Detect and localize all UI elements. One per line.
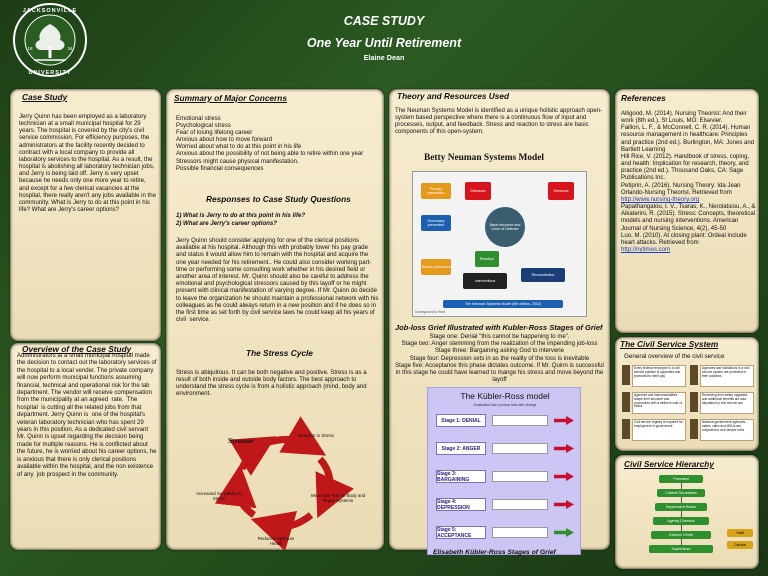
kr-stage-3: Stage 3: BARGAINING [436,470,486,483]
civil-service-cell: National government agencies, states, cities and MSUs are subjected to civil service rules [700,419,754,441]
theory-text: The Neuman Systems Model is identified as a unique holistic approach open-system based perspective where there is a continuous flow of input and processes, output, and feedback. Stress and reaction to stress are basic components of this open-system. [395,108,603,136]
civil-service-cell: Every federal employee in a civil service position is appointed and promoted to merit pay [632,365,686,387]
references-panel [615,89,759,333]
kr-stage-description [492,527,548,538]
svg-text:UNIVERSITY: UNIVERSITY [28,70,72,76]
civil-service-cell: Civil service registry is required for employment in government [632,419,686,441]
stress-arrow-3 [271,515,311,527]
grief-stage-line: Stage five: Acceptance this phase dictates outcome. If Mr. Quinn is successful in this stage he could have learned to mange his stress and move beyond the layoff [395,362,604,384]
responses-heading: Responses to Case Study Questions [206,194,351,204]
concerns-heading: Summary of Major Concerns [174,93,287,103]
reference-6: Luo, M. (2010). At closing plant: Ordeal include heart attacks. Retrieved from [621,232,747,246]
hierarchy-level: Agency Directors [653,517,709,525]
kr-subtitle: Understand how a person feels after change [473,403,537,407]
reference-4: Petiprin, A. (2016). Nursing Theory: Ida Jean Orlando-Nursing Theorist. Retrieved from [621,182,741,196]
kr-arrow-icon [554,472,574,481]
civil-service-heading: The Civil Service System [620,339,719,349]
hierarchy-level: President [659,475,703,483]
kr-stage-description [492,499,548,510]
overview-panel [10,343,161,550]
neuman-primary-prevention: Primary prevention [421,183,451,199]
neuman-stressors-1: Stressors [465,182,491,200]
grief-stage-line: Stage one: Denial "this cannot be happening to me". [429,334,570,340]
hierarchy-level: Cabinet Secretaries [657,489,705,497]
neuman-secondary-prevention: Secondary prevention [421,215,451,231]
kr-arrow-icon [554,444,574,453]
civil-service-icon [622,392,630,412]
neuman-reconstitution: Reconstitution [521,268,565,282]
neuman-core: Basic structure and Lines of Defense [485,207,525,247]
neuman-footer: Underground to Hear [415,310,445,314]
kr-stage-1: Stage 1: DENIAL [436,414,486,427]
neuman-caption: The Neuman Systems Model (6th edition, 2002) [443,300,563,308]
kr-arrow-icon [554,500,574,509]
svg-text:JACKSONVILLE: JACKSONVILLE [22,8,78,14]
neuman-reaction: Reaction [475,251,499,267]
civil-service-panel [615,337,759,451]
neuman-interventions: Interventions [463,273,507,289]
kr-arrow-icon [554,416,574,425]
concern-item: Psychological stress [176,123,231,130]
reference-2: Faillon, L. F., & McConnell, C. R. (2014). Human resource management in healthcare: Principles and practice (2nd ed.). Burlington, MA: Jones and Bartlett Learning [621,125,755,153]
overview-heading: Overview of the Case Study [22,344,132,354]
poster-subtitle: One Year Until Retirement [306,36,462,50]
kr-stage-description [492,471,548,482]
overview-text: Administrators at a small municipal hospital made the decision to contact out the laboratory services of the hospital to a local vender. The private company will now perform municipal functions assuming financial, technical and operational risk for the lab department. The vendor will receive compensation from the municipality at an agreed rate. The hospital is cutting all the related jobs from that department. Jerry Quinn is one of the hospital's veteran laboratory technician who has spent 29 years in this position. As a dedicated civil servant Mr. Quinn is upset regarding the decision being made for multiple reasons. He is conflicted about the future, he is worried about his career options, he is anxious that there is only clerical positions available within the hospital, and the non existence of any job prospect in the community. [17,353,159,478]
grief-heading: Job-loss Grief Illustrated with Kubler-Ross Stages of Grief [395,323,603,332]
neuman-diagram [412,171,587,317]
question-2: 2) What are Jerry's career options? [176,221,277,227]
concern-item: Possible financial consequences [176,165,264,172]
stress-label-reduced-health: Reduced Optimum Health [257,536,295,547]
grief-stage-line: Stage three: Bargaining asking God to intervene [434,348,565,355]
stress-cycle-text: Stress is abiquitous. It can be both negative and positive. Stress is as a result of both inside and outside body factors. The best approach to understand the stress cycle is from a holistic approach (mind, body and environment. [176,370,369,398]
question-1: 1) What is Jerry to do at this point in his life? [176,213,306,219]
hierarchy-level: Division Chiefs [651,531,711,539]
kr-stage-2: Stage 2: ANGER [436,442,486,455]
hierarchy-panel [615,455,759,569]
hierarchy-level: Supervisors [649,545,713,553]
civil-service-icon [690,419,698,439]
civil-service-cell: Agencies and institutions in a civil service system are protected in their positions [700,365,754,387]
civil-service-icon [690,392,698,412]
references-list [621,111,757,254]
hierarchy-heading: Civil Service Hierarchy [624,459,714,469]
kr-stage-description [492,443,548,454]
reference-link-1[interactable]: http://www.nursing-theory.org [621,196,700,203]
grief-stage-line: Stage two: Anger stemming from the realization of the impending job-loss [401,341,598,348]
references-heading: References [621,93,666,103]
svg-text:34: 34 [67,46,73,51]
stress-arrow-5 [242,447,258,469]
stress-label-wear: Wear and Tear on Body and Organ Systems [310,493,366,504]
svg-text:18: 18 [27,46,33,51]
concern-item: Stressors might cause physical manifestation. [176,158,299,165]
case-study-heading: Case Study [22,92,68,102]
kr-title: The Kübler-Ross model [460,391,550,401]
concern-item: Worried about what to do at this point in his life [176,144,302,151]
stress-cycle-heading: The Stress Cycle [246,348,313,358]
kr-stage-5: Stage 5: ACCEPTANCE [436,526,486,539]
concern-item: Anxious about how to move forward [176,137,273,144]
responses-text: Jerry Quinn should consider applying for one of the clerical positions available at his hospital. Although this with probably lower his pay grade and status it would allow him to remain with the hospital and acquire the one year needed for his retirement.. He could also consider working part-time or performing some consulting work whether in his desired field or another area of interest. Mr. Quinn should also be careful to address the emotional and psychological stressors caused by this layoff or he might present with clinical manifestation of varying degree. If Mr. Quinn do decide to leave the organization he should maintain a professional network with his colleagues as he could always return in a new position and if he does so in the first time as set forth by civil service laws he could keep all his years of civil service. [176,238,381,324]
stress-label-sensitivity: Increased Sensitivity to Stress [196,491,242,502]
kubler-ross-model [427,387,581,555]
stress-label-stressor: Stressor [228,436,255,445]
civil-service-icon [690,365,698,385]
hierarchy-level: Department Heads [655,503,707,511]
neuman-stressors-2: Stressors [548,182,574,200]
concern-item: Anxious about the possibility of not being able to retire within one year [176,151,364,158]
civil-service-cell: Agencies and instrumentalities shape their structure and procedures with a defined code of ethics [632,392,686,414]
grief-stage-list [393,334,606,384]
case-study-text: Jerry Quinn has been employed as a laboratory technician at a small municipal hospital for 29 years. The hospital is covered by the city's civil service commission. For efficiency purposes, the administrators at the facility recently decided to contract with a local company to provide all laboratory services to the hospital. As a result, the hospital is abolishing all laboratory technician jobs, and Jerry is being laid off. Jerry is very upset because he needs only one more year to retire, and except for a few clerical vacancies at the hospital, there really aren't any jobs available in the community. What is Jerry to do at this point in his life? What are Jerry's career options? [19,114,158,214]
case-study-panel [10,89,161,341]
hierarchy-side-box: Clerical [727,541,753,549]
stress-label-reaction: Reaction to Stress [298,433,334,438]
neuman-title: Betty Neuman Systems Model [424,153,545,163]
reference-link-2[interactable]: http://nytimes.com [621,246,671,253]
header [0,0,768,80]
kr-caption: Elisabeth Kübler-Ross Stages of Grief [433,549,556,556]
civil-service-grid [622,365,754,449]
civil-service-icon [622,365,630,385]
reference-3: Hill Rice, V. (2012). Handbook of stress, coping, and health: Implication for research, theory, and practice (2nd ed.). Thousand Oaks, CA: Sage Publications Inc. [621,153,750,182]
stress-arrow-1 [266,439,308,445]
civil-service-icon [622,419,630,439]
stress-cycle-diagram [166,411,384,550]
kr-stage-description [492,415,548,426]
reference-1: Alligood, M. (2014). Nursing Theorist: And their work (8th ed.). St Louis, MO: Elsevier. [621,111,747,125]
reference-5: Papathangalou, I. V., Tsaras, K., Nerolatsiou, A., & Aikaterini, R. (2015). Stress: Concepts, theoretical models and nursing interventions. American Journal of Nursing Science, 4(2), 45-50 [621,204,756,232]
neuman-tertiary-prevention: Tertiary prevention [421,259,451,275]
theory-panel [389,89,610,556]
civil-service-cell: Reviewing their salary upgrades and additional benefits are also stipulated by civil service law [700,392,754,414]
kr-arrow-icon [554,528,574,537]
hierarchy-side-box: Staff [727,529,753,537]
poster-title: CASE STUDY [343,14,425,28]
grief-stage-line: Stage four: Depression sets in as the reality of the loss is inevitable [409,355,590,362]
kr-stage-4: Stage 4: DEPRESSION [436,498,486,511]
concern-item: Emotional stress [176,116,221,122]
author-name: Elaine Dean [363,53,405,62]
concerns-list [176,116,381,173]
theory-heading: Theory and Resources Used [397,91,510,101]
concerns-panel [166,89,384,550]
concern-item: Fear of losing lifelong career [176,130,253,137]
civil-service-subtitle: General overview of the civil service [624,353,725,360]
